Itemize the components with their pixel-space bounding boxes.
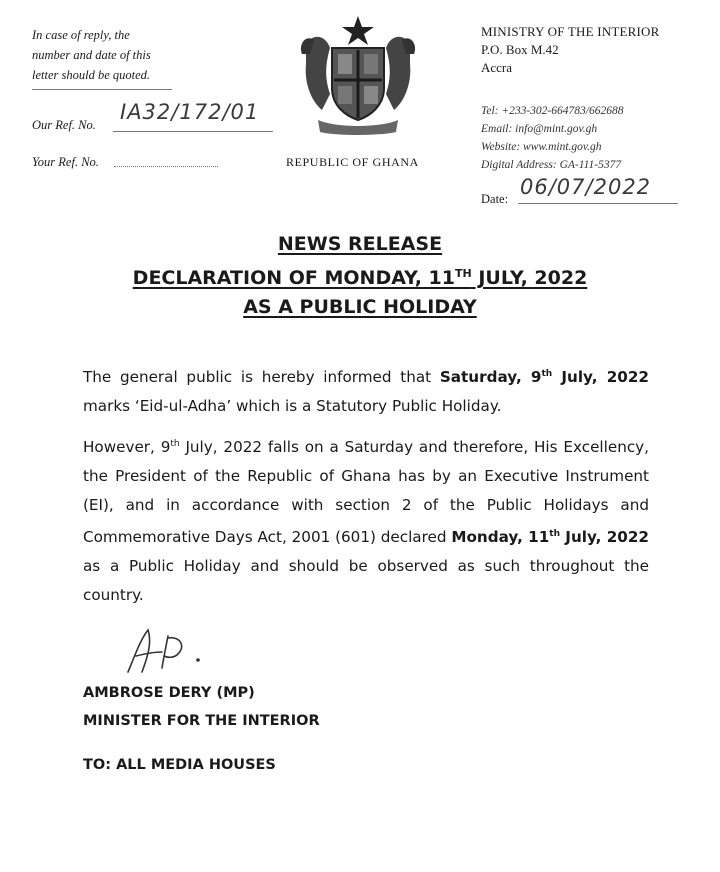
release-title [0,230,720,322]
ministry-contact [481,102,623,174]
our-ref-label: Our Ref. No. [32,118,96,132]
your-ref-line [114,166,218,167]
contact-digital-address: Digital Address: GA-111-5377 [481,159,622,171]
signatory-name: AMBROSE DERY (MP) [83,685,255,701]
reply-note-line: number and date of this [32,48,151,62]
your-ref-label: Your Ref. No. [32,155,99,169]
ministry-address [481,23,660,77]
release-body [83,360,649,619]
date-line [518,203,678,204]
date-value: 06/07/2022 [520,175,652,199]
reply-note-line: In case of reply, the [32,28,130,42]
paragraph-2: However, 9th July, 2022 falls on a Saturday and therefore, His Excellency, the President of the Republic of Ghana has by an Executive Instrument (EI), and in accordance with section 2 of the Public Holidays and Commemorative Days Act, 2001 (601) declared Monday, 11th July, 2022 as a Public Holiday and should be observed as such throughout the country. [83,438,650,604]
ministry-box: P.O. Box M.42 [481,42,559,57]
date-label: Date: [481,192,509,206]
reply-divider [32,89,172,90]
reply-note [32,25,151,85]
signatory [83,679,320,735]
contact-tel: Tel: +233-302-664783/662688 [481,105,624,117]
title-news-release: NEWS RELEASE [277,233,443,255]
signature-icon [118,622,218,682]
republic-label: REPUBLIC OF GHANA [286,155,419,169]
recipient: TO: ALL MEDIA HOUSES [83,757,276,773]
our-ref-value: IA32/172/01 [120,100,260,124]
signatory-position: MINISTER FOR THE INTERIOR [83,713,320,729]
paragraph-1: The general public is hereby informed that Saturday, 9th July, 2022 marks ‘Eid-ul-Adha’ which is a Statutory Public Holiday. [83,368,650,415]
reply-note-line: letter should be quoted. [32,68,151,82]
title-declaration: DECLARATION OF MONDAY, 11TH JULY, 2022 [132,267,588,289]
contact-website: Website: www.mint.gov.gh [481,141,602,153]
coat-of-arms-icon [296,14,420,136]
contact-email: Email: info@mint.gov.gh [481,123,598,135]
title-public-holiday: AS A PUBLIC HOLIDAY [243,296,477,318]
our-ref-line [113,131,273,132]
ministry-name: MINISTRY OF THE INTERIOR [481,24,660,39]
ministry-city: Accra [481,60,513,75]
